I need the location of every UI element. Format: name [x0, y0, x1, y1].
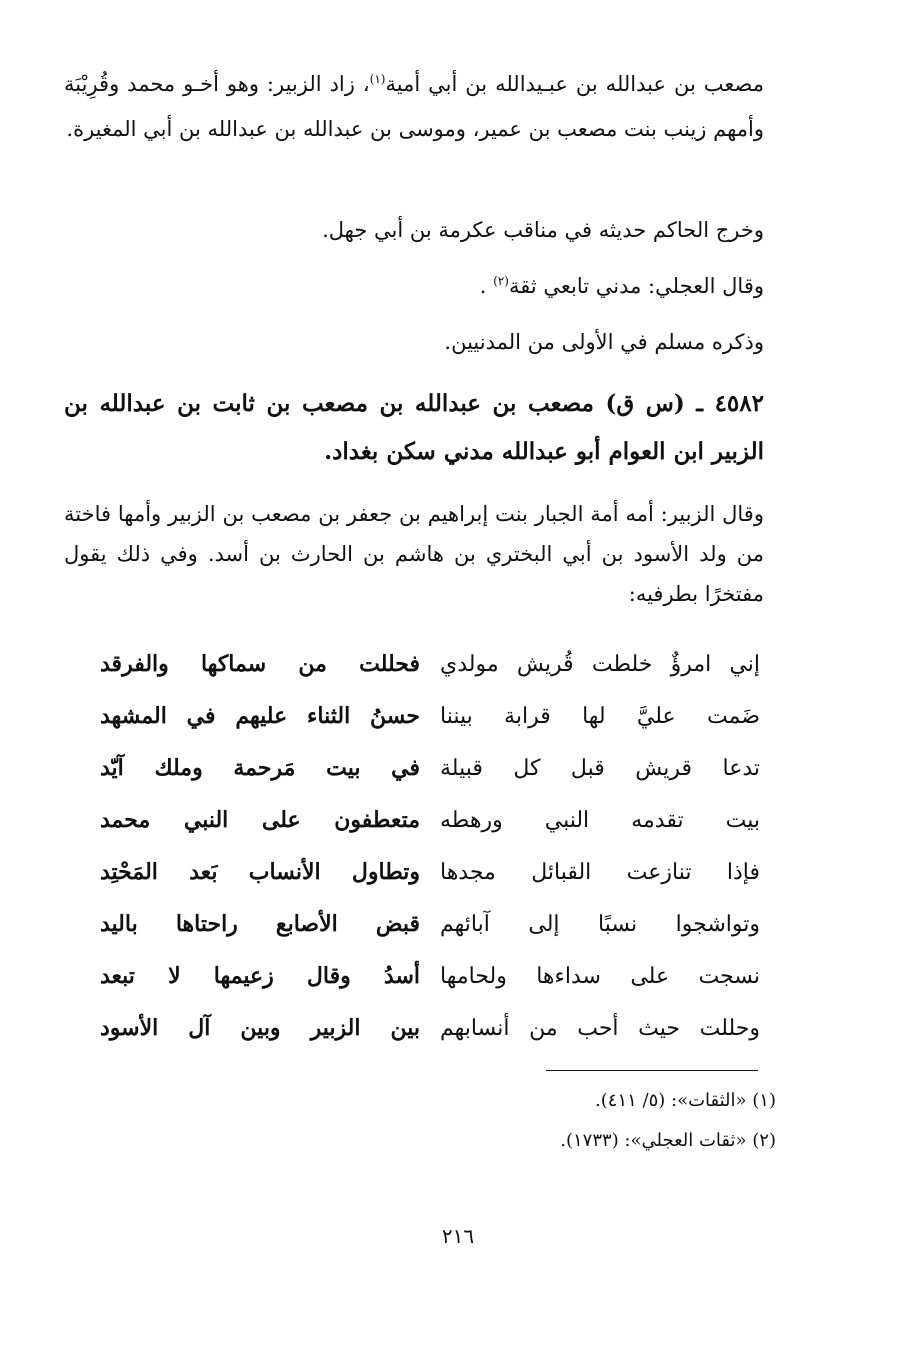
page-number: ٢١٦: [441, 1224, 475, 1248]
biography-entry-heading: [64, 380, 764, 476]
verse-first-hemistich: إني امرؤٌ خلطت قُريش مولدي: [440, 651, 760, 677]
poem-verse: [100, 690, 760, 742]
paragraph-1: [64, 62, 764, 152]
verse-first-hemistich: وحللت حيث أحب من أنسابهم: [440, 1015, 760, 1041]
poem-verse: [100, 898, 760, 950]
footnote-ref-1: (١): [369, 72, 386, 86]
verse-second-hemistich: وتطاول الأنساب بَعد المَحْتِد: [100, 859, 420, 885]
verse-second-hemistich: في بيت مَرحمة وملك آيّد: [100, 755, 420, 781]
poem-verse: [100, 950, 760, 1002]
paragraph-2: وخرج الحاكم حديثه في مناقب عكرمة بن أبي جهل.: [322, 218, 764, 242]
verse-first-hemistich: بيت تقدمه النبي ورهطه: [440, 807, 760, 833]
paragraph-3-text-after: .: [479, 274, 494, 298]
verse-first-hemistich: نسجت على سداءها ولحامها: [440, 963, 760, 989]
paragraph-1-text: مصعب بن عبدالله بن عبـيدالله بن أبي أمية: [385, 72, 764, 96]
footnote-divider: [546, 1070, 758, 1071]
footnote-1: (١) «الثقات»: (٥/ ٤١١).: [595, 1090, 776, 1111]
verse-first-hemistich: وتواشجوا نسبًا إلى آبائهم: [440, 911, 760, 937]
verse-second-hemistich: أسدُ وقال زعيمها لا تبعد: [100, 963, 420, 989]
paragraph-3-text: وقال العجلي: مدني تابعي ثقة: [508, 274, 764, 298]
footnote-ref-2: (٢): [493, 274, 509, 288]
paragraph-1-text-after: ، زاد الزبير: وهو أخـو محمد وقُرِيْبَة وأمهم زينب بنت مصعب بن عمير، وموسى بن عبدالله بن عبدالله بن أبي المغيرة.: [64, 72, 764, 141]
poem-verse: [100, 638, 760, 690]
verse-second-hemistich: فحللت من سماكها والفرقد: [100, 651, 420, 677]
verse-second-hemistich: بين الزبير وبين آل الأسود: [100, 1015, 420, 1041]
verse-second-hemistich: حسنُ الثناء عليهم في المشهد: [100, 703, 420, 729]
verse-first-hemistich: ضَمت عليَّ لها قرابة بيننا: [440, 703, 760, 729]
poem-verse: [100, 742, 760, 794]
entry-text: ٤٥٨٢ ـ (س ق) مصعب بن عبدالله بن مصعب بن ثابت بن عبدالله بن الزبير ابن العوام أبو عبدالله مدني سكن بغداد.: [64, 390, 764, 465]
paragraph-4: وذكره مسلم في الأولى من المدنيين.: [444, 330, 764, 354]
verse-first-hemistich: تدعا قريش قبل كل قبيلة: [440, 755, 760, 781]
poem-verse: [100, 846, 760, 898]
verse-first-hemistich: فإذا تنازعت القبائل مجدها: [440, 859, 760, 885]
poem-verse: [100, 794, 760, 846]
poem-verse: [100, 1002, 760, 1054]
verse-second-hemistich: قبض الأصابع راحتاها باليد: [100, 911, 420, 937]
paragraph-3: [64, 264, 764, 309]
verse-second-hemistich: متعطفون على النبي محمد: [100, 807, 420, 833]
poem: [100, 638, 760, 1054]
paragraph-5: وقال الزبير: أمه أمة الجبار بنت إبراهيم بن جعفر بن مصعب بن الزبير وأمها فاختة من ولد الأسود بن أبي البختري بن هاشم بن الحارث بن أسد. وفي ذلك يقول مفتخرًا بطرفيه:: [64, 502, 764, 606]
footnote-2: (٢) «ثقات العجلي»: (١٧٣٣).: [560, 1130, 776, 1151]
